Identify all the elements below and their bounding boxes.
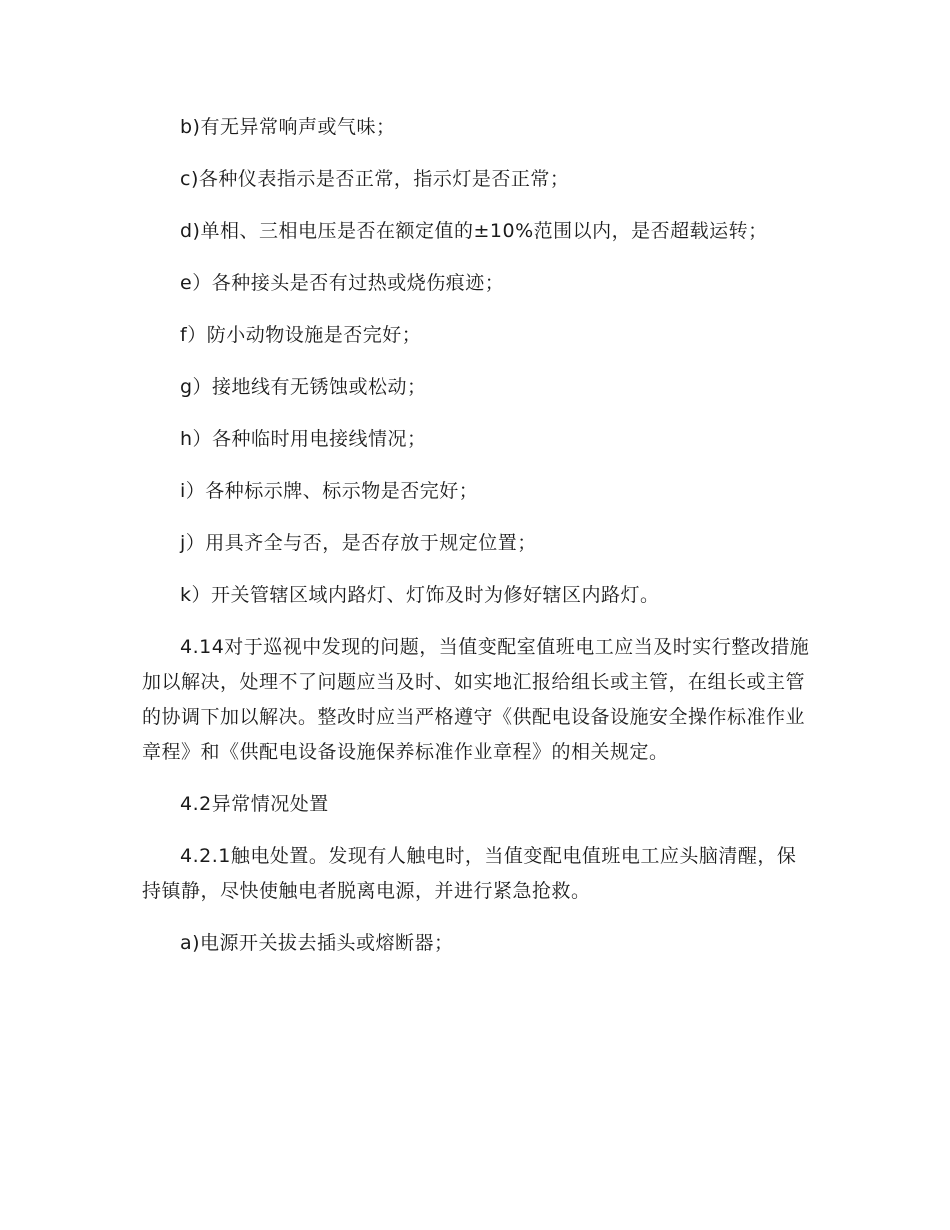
list-item-a: a)电源开关拔去插头或熔断器； bbox=[180, 932, 454, 954]
list-item-h: h）各种临时用电接线情况； bbox=[180, 428, 427, 450]
section-4-14-paragraph: 4.14对于巡视中发现的问题，当值变配室值班电工应当及时实行整改措施加以解决，处理不了问题应当及时、如实地汇报给组长或主管，在组长或主管的协调下加以解决。整改时应当严格遵守《供配电设备设施安全操作标准作业章程》和《供配电设备设施保养标准作业章程》的相关规定。 bbox=[142, 636, 810, 763]
section-4-2-heading: 4.2异常情况处置 bbox=[180, 793, 329, 815]
list-item-b: b)有无异常响声或气味； bbox=[180, 116, 396, 138]
section-4-2-1-paragraph: 4.2.1触电处置。发现有人触电时，当值变配电值班电工应头脑清醒，保持镇静，尽快使触电者脱离电源，并进行紧急抢救。 bbox=[142, 845, 797, 902]
document-body bbox=[142, 110, 812, 978]
list-item-g: g）接地线有无锈蚀或松动； bbox=[180, 376, 427, 398]
list-item-j: j）用具齐全与否，是否存放于规定位置； bbox=[180, 532, 537, 554]
list-item-e: e）各种接头是否有过热或烧伤痕迹； bbox=[180, 272, 505, 294]
list-item-i: i）各种标示牌、标示物是否完好； bbox=[180, 480, 479, 502]
list-item-c: c)各种仪表指示是否正常，指示灯是否正常； bbox=[180, 168, 570, 190]
list-item-d: d)单相、三相电压是否在额定值的±10%范围以内，是否超载运转； bbox=[180, 220, 768, 242]
list-item-k: k）开关管辖区域内路灯、灯饰及时为修好辖区内路灯。 bbox=[180, 584, 660, 606]
list-item-f: f）防小动物设施是否完好； bbox=[180, 324, 422, 346]
